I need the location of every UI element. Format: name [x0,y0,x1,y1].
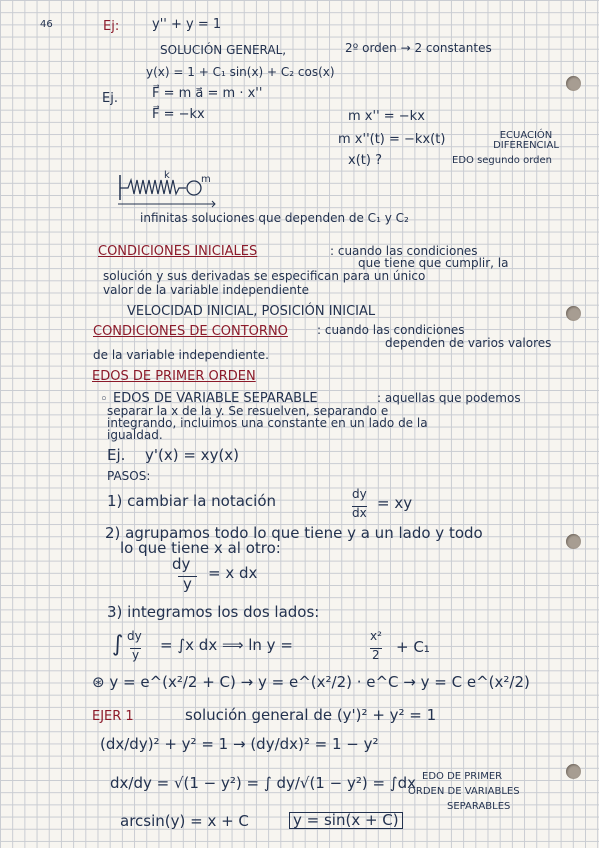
spring-label-k: k [164,170,170,181]
equation: y'(x) = xy(x) [145,446,240,464]
equation: arcsin(y) = x + C [120,812,249,830]
equation: y'' + y = 1 [152,17,222,32]
label-pasos: PASOS: [107,469,151,483]
equation: x(t) ? [348,153,382,168]
note: EDO DE PRIMER [422,771,503,782]
text: integrando, incluimos una constante en un lado de la [107,416,428,430]
example-label: Ej. [107,446,126,464]
exercise-statement: solución general de (y')² + y² = 1 [185,706,437,724]
bullet: ◦ [100,392,108,407]
heading-condiciones-iniciales: CONDICIONES INICIALES [98,244,258,259]
note-infinitas: infinitas soluciones que dependen de C₁ y C₂ [140,211,409,225]
text: : cuando las condiciones [330,244,478,258]
fraction-numerator: x² [370,629,382,643]
heading-variable-separable: EDOS DE VARIABLE SEPARABLE [113,391,318,406]
text: solución y sus derivadas se especifican para un único [103,269,426,283]
boxed-answer: y = sin(x + C) [289,812,403,829]
fraction-denominator: y [178,576,197,592]
fraction-numerator: dy [172,555,191,573]
text: : aquellas que podemos [377,391,521,405]
note-edo-segundo-orden: EDO segundo orden [452,155,552,166]
equation: + C₁ [396,638,430,656]
fraction-numerator: dy [127,629,142,643]
equation: = ∫x dx ⟹ ln y = [160,636,293,654]
note: ORDEN DE VARIABLES [408,786,520,797]
fraction-numerator: dy [352,487,367,501]
heading-edos-primer-orden: EDOS DE PRIMER ORDEN [92,369,256,384]
step-2: 2) agrupamos todo lo que tiene y a un lado y todo [105,524,483,542]
equation: (dx/dy)² + y² = 1 → (dy/dx)² = 1 − y² [100,735,379,753]
heading-velocidad-posicion: VELOCIDAD INICIAL, POSICIÓN INICIAL [127,304,376,319]
note-ecuacion-diferencial: ECUACIÓN DIFERENCIAL [493,130,559,151]
equation: m x'' = −kx [348,109,425,124]
text: que tiene que cumplir, la [358,256,509,270]
heading-solucion-general: SOLUCIÓN GENERAL, [160,43,287,57]
equation-exponential: ⊛ y = e^(x²/2 + C) → y = e^(x²/2) · e^C → y = C e^(x²/2) [92,673,530,691]
example-label: Ej: [103,19,120,34]
equation: = x dx [208,564,258,582]
fraction-denominator: dx [352,506,367,520]
force-equation: F⃗ = m a⃗ = m · x'' [152,86,263,101]
fraction-denominator: y [132,648,140,662]
example-label: Ej. [102,91,118,106]
integral-sign: ∫ [112,632,124,657]
heading-condiciones-contorno: CONDICIONES DE CONTORNO [93,324,288,339]
step-3: 3) integramos los dos lados: [107,603,320,621]
equation-solution: y(x) = 1 + C₁ sin(x) + C₂ cos(x) [146,65,335,79]
page-number: 46 [40,19,53,30]
force-equation: F⃗ = −kx [152,107,205,122]
note: SEPARABLES [447,801,511,812]
equation: m x''(t) = −kx(t) [338,132,446,147]
text: : cuando las condiciones [317,323,465,337]
text: valor de la variable independiente [103,283,309,297]
exercise-label: EJER 1 [92,709,134,724]
fraction-denominator: 2 [372,648,380,662]
mass-label-m: m [201,174,211,185]
step-1: 1) cambiar la notación [107,492,277,510]
text: de la variable independiente. [93,348,269,362]
text: separar la x de la y. Se resuelven, separando e [107,404,389,418]
equation: = xy [377,494,413,512]
order-note: 2º orden → 2 constantes [345,41,492,55]
step-2-cont: lo que tiene x al otro: [120,539,281,557]
text: dependen de varios valores [385,336,552,350]
equation: dx/dy = √(1 − y²) = ∫ dy/√(1 − y²) = ∫dx [110,774,417,792]
text: igualdad. [107,428,163,442]
